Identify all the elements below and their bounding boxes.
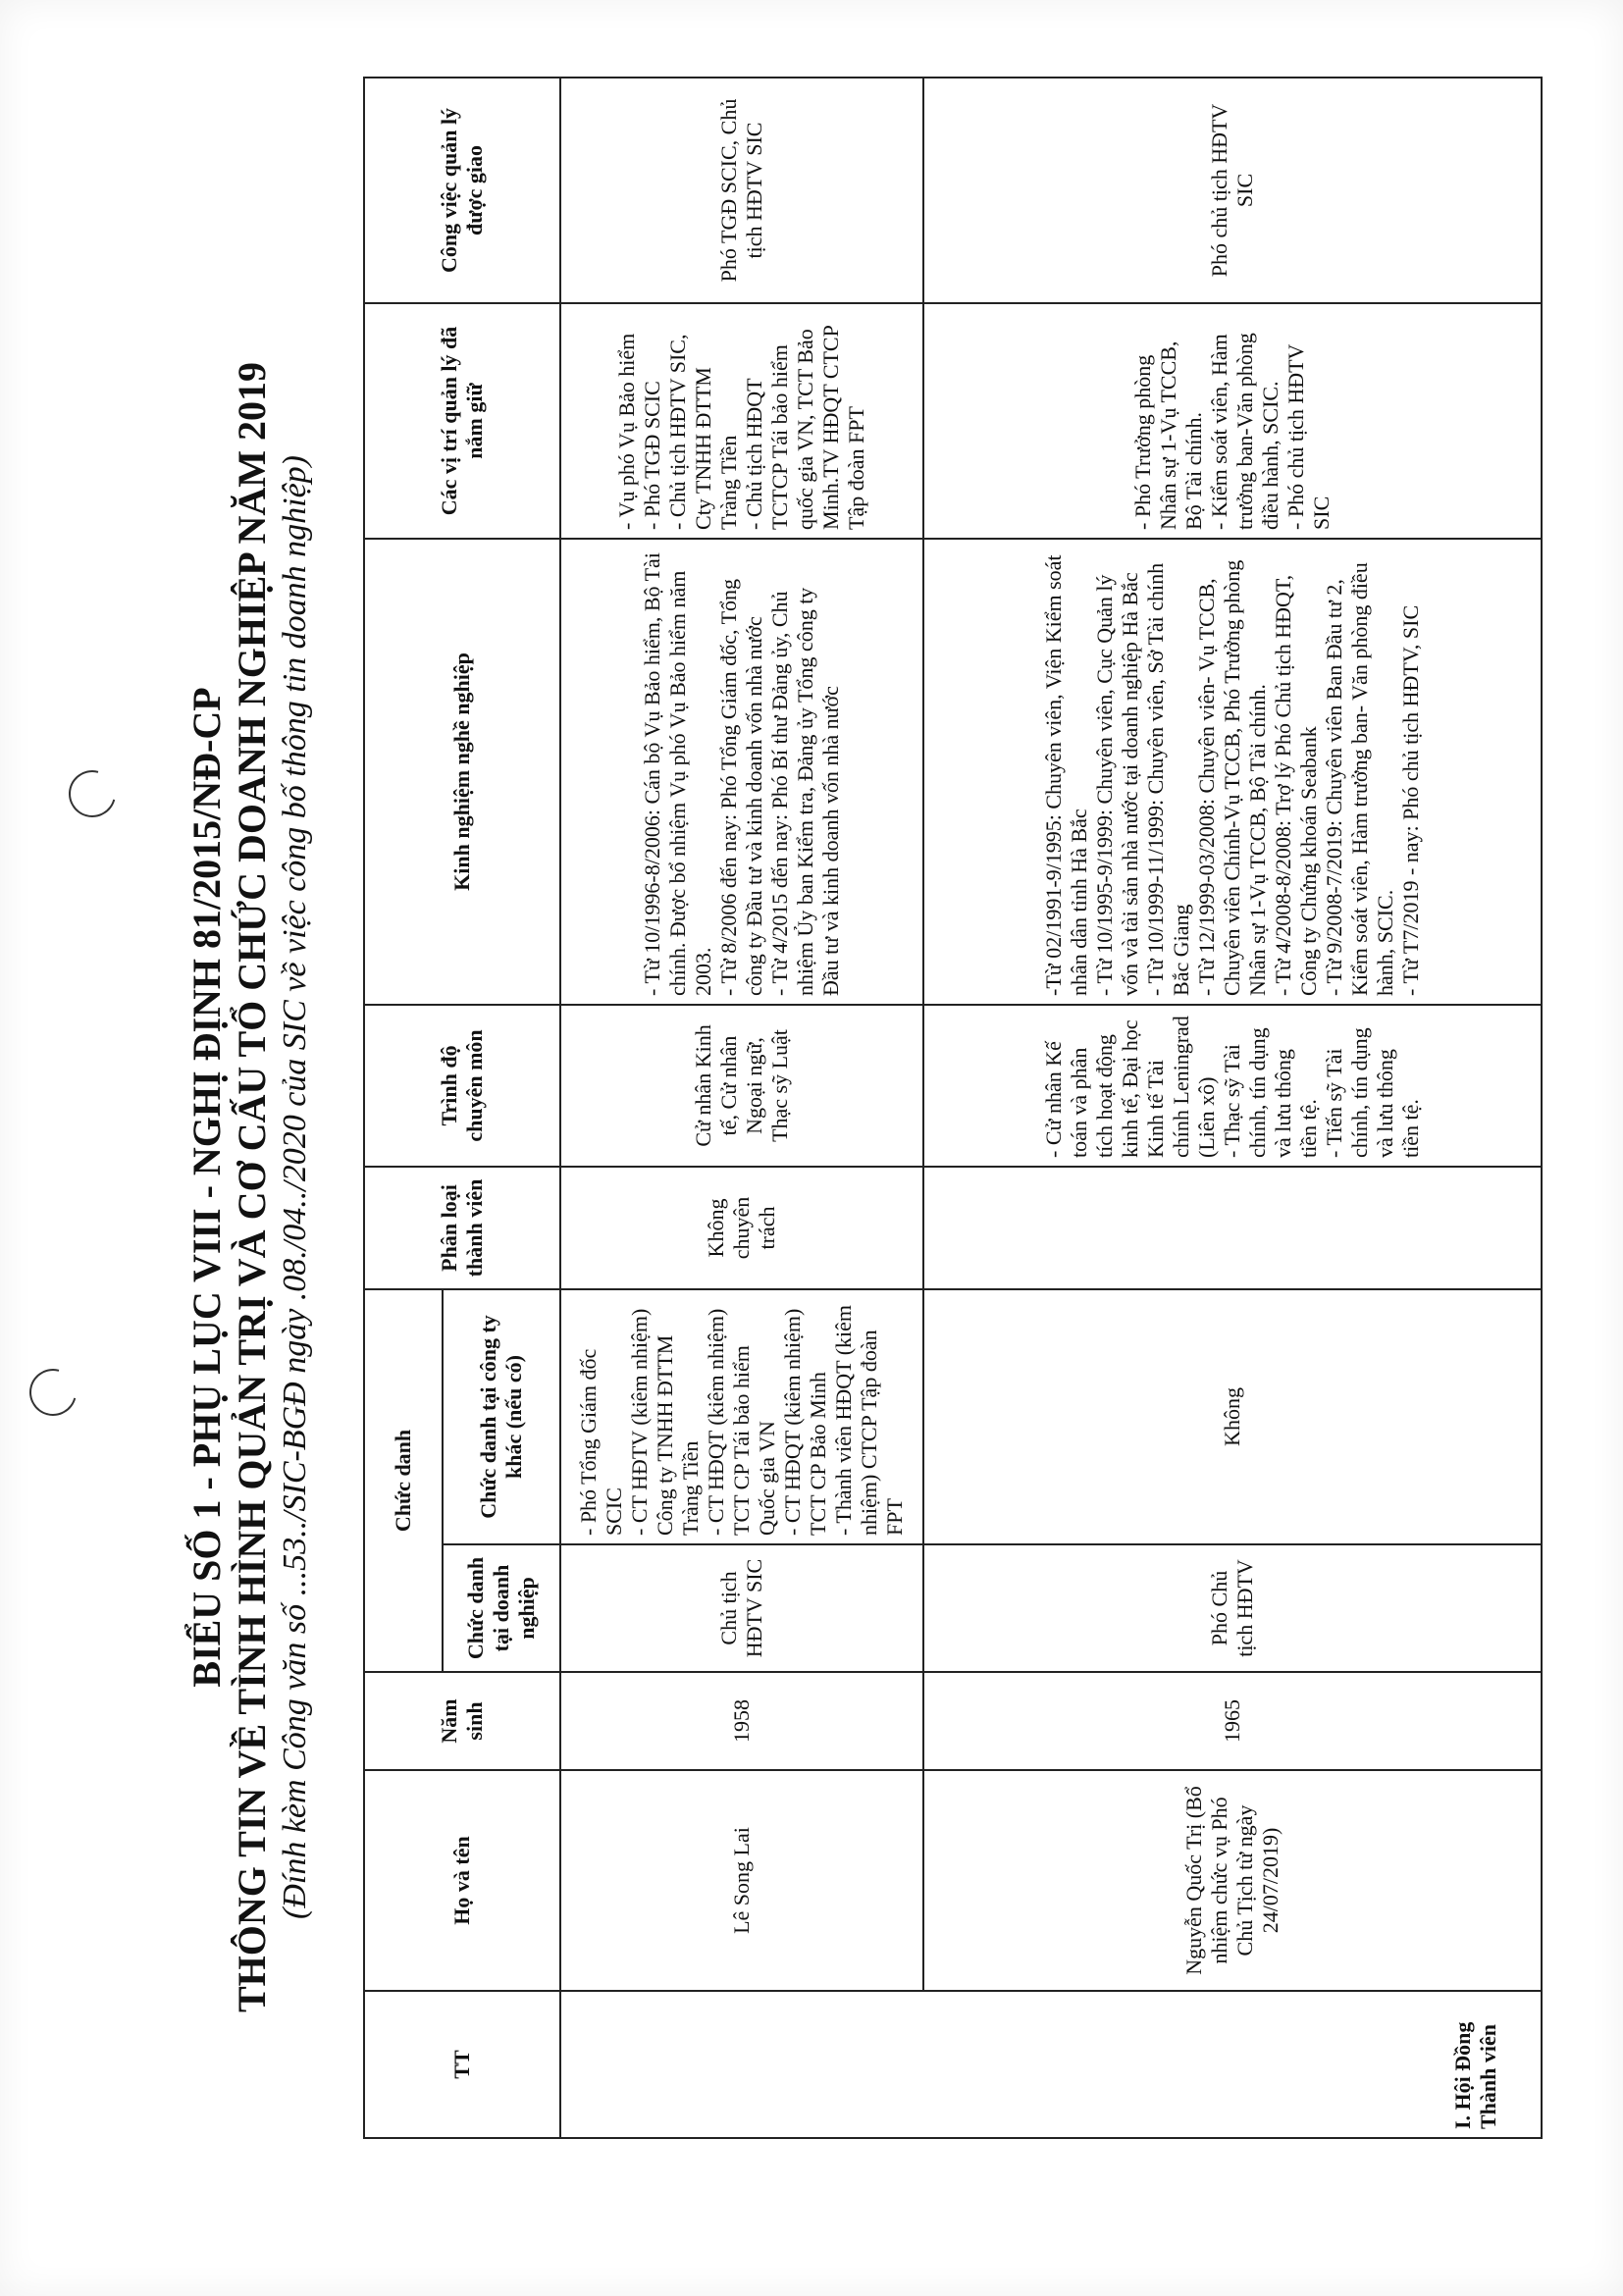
header-tt: TT [364,1991,560,2138]
member-positions-held: - Vụ phó Vụ Bảo hiểm - Phó TGĐ SCIC - Chủ tịch HĐTV SIC, Cty TNHH ĐTTM Tràng Tiền - Chủ tịch HĐQT TCTCP Tái bảo hiểm quốc gia VN, TCT Bảo Minh.TV HĐQT CTCP Tập đoàn FPT [560,303,923,539]
member-position-other: Không [923,1289,1542,1544]
header-assigned-duties: Công việc quản lý được giao [364,78,560,303]
header-qualification: Trình độ chuyên môn [364,1005,560,1167]
member-birth-year: 1965 [923,1672,1542,1770]
member-name: Nguyễn Quốc Trị (Bổ nhiệm chức vụ Phó Chủ Tịch từ ngày 24/07/2019) [923,1770,1542,1991]
member-name: Lê Song Lai [560,1770,923,1991]
header-birth-year: Năm sinh [364,1672,560,1770]
header-line-1: BIỂU SỐ 1 - PHỤ LỤC VIII - NGHỊ ĐỊNH 81/2015/NĐ-CP [184,687,229,1688]
header-position-company: Chức danh tại doanh nghiệp [443,1544,560,1672]
table-row [923,78,1542,2138]
member-type [923,1167,1542,1289]
header-position-other: Chức danh tại công ty khác (nếu có) [443,1289,560,1544]
header-positions-held: Các vị trí quản lý đã nắm giữ [364,303,560,539]
header-member-type: Phân loại thành viên [364,1167,560,1289]
member-experience: -Từ 02/1991-9/1995: Chuyên viên, Viện Kiểm soát nhân dân tỉnh Hà Bắc - Từ 10/1995-9/1999: Chuyên viên, Cục Quản lý vốn và tài sản nhà nước tại doanh nghiệp Hà Bắc - Từ 10/1999-11/1999: Chuyên viên, Sở Tài chính Bắc Giang - Từ 12/1999-03/2008: Chuyên viên- Vụ TCCB, Chuyên viên Chính-Vụ TCCB, Phó Trưởng phòng Nhân sự 1-Vụ TCCB, Bộ Tài chính. - Từ 4/2008-8/2008: Trợ lý Phó Chủ tịch HĐQT, Công ty Chứng khoán Seabank - Từ 9/2008-7/2019: Chuyên viên Ban Đầu tư 2, Kiểm soát viên, Hàm trưởng ban- Văn phòng điều hành, SCIC. - Từ T7/2019 - nay: Phó chủ tịch HĐTV, SIC [923,539,1542,1005]
header-line-2: THÔNG TIN VỀ TÌNH HÌNH QUẢN TRỊ VÀ CƠ CẤU TỔ CHỨC DOANH NGHIỆP NĂM 2019 [230,361,274,2013]
member-type: Không chuyên trách [560,1167,923,1289]
section-label: I. Hội Đồng Thành viên [560,1991,1542,2138]
member-qualification: - Cử nhân Kế toán và phân tích hoạt động kinh tế, Đại học Kinh tế Tài chính Leningrad (Liên xô) - Thạc sỹ Tài chính, tín dụng và lưu thông tiền tệ. - Tiến sỹ Tài chính, tín dụng và lưu thông tiền tệ. [923,1005,1542,1167]
table-row [560,78,923,2138]
member-experience: - Từ 10/1996-8/2006: Cán bộ Vụ Bảo hiểm, Bộ Tài chính. Được bổ nhiệm Vụ phó Vụ Bảo hiểm năm 2003. - Từ 8/2006 đến nay: Phó Tổng Giám đốc, Tổng công ty Đầu tư và kinh doanh vốn nhà nước - Từ 4/2015 đến nay: Phó Bí thư Đảng ủy, Chủ nhiệm Ủy ban Kiểm tra, Đảng ủy Tổng công ty Đầu tư và kinh doanh vốn nhà nước [560,539,923,1005]
header-name: Họ và tên [364,1770,560,1991]
member-position-other: - Phó Tổng Giám đốc SCIC - CT HĐTV (kiêm nhiệm) Công ty TNHH ĐTTM Tràng Tiền - CT HĐQT (kiêm nhiệm) TCT CP Tái bảo hiểm Quốc gia VN - CT HĐQT (kiêm nhiệm) TCT CP Bảo Minh - Thành viên HĐQT (kiêm nhiệm) CTCP Tập đoàn FPT [560,1289,923,1544]
document-header [184,314,316,2061]
governance-table [363,77,1543,2139]
header-line-3: (Đính kèm Công văn số ...53../SIC-BGĐ ngày .08./04../2020 của SIC về việc công bố thông tin doanh nghiệp) [277,455,313,1919]
header-experience: Kinh nghiệm nghề nghiệp [364,539,560,1005]
member-assigned-duties: Phó chủ tịch HĐTV SIC [923,78,1542,303]
member-qualification: Cử nhân Kinh tế, Cử nhân Ngoại ngữ, Thạc sỹ Luật [560,1005,923,1167]
rotated-page [69,39,1599,2227]
member-assigned-duties: Phó TGĐ SCIC, Chủ tịch HĐTV SIC [560,78,923,303]
member-positions-held: - Phó Trưởng phòng Nhân sự 1-Vụ TCCB, Bộ Tài chính. - Kiểm soát viên, Hàm trưởng ban-Văn phòng điều hành, SCIC. - Phó chủ tịch HĐTV SIC [923,303,1542,539]
member-birth-year: 1958 [560,1672,923,1770]
member-position-company: Phó Chủ tịch HĐTV [923,1544,1542,1672]
member-position-company: Chủ tịch HĐTV SIC [560,1544,923,1672]
header-position-group: Chức danh [364,1289,443,1672]
